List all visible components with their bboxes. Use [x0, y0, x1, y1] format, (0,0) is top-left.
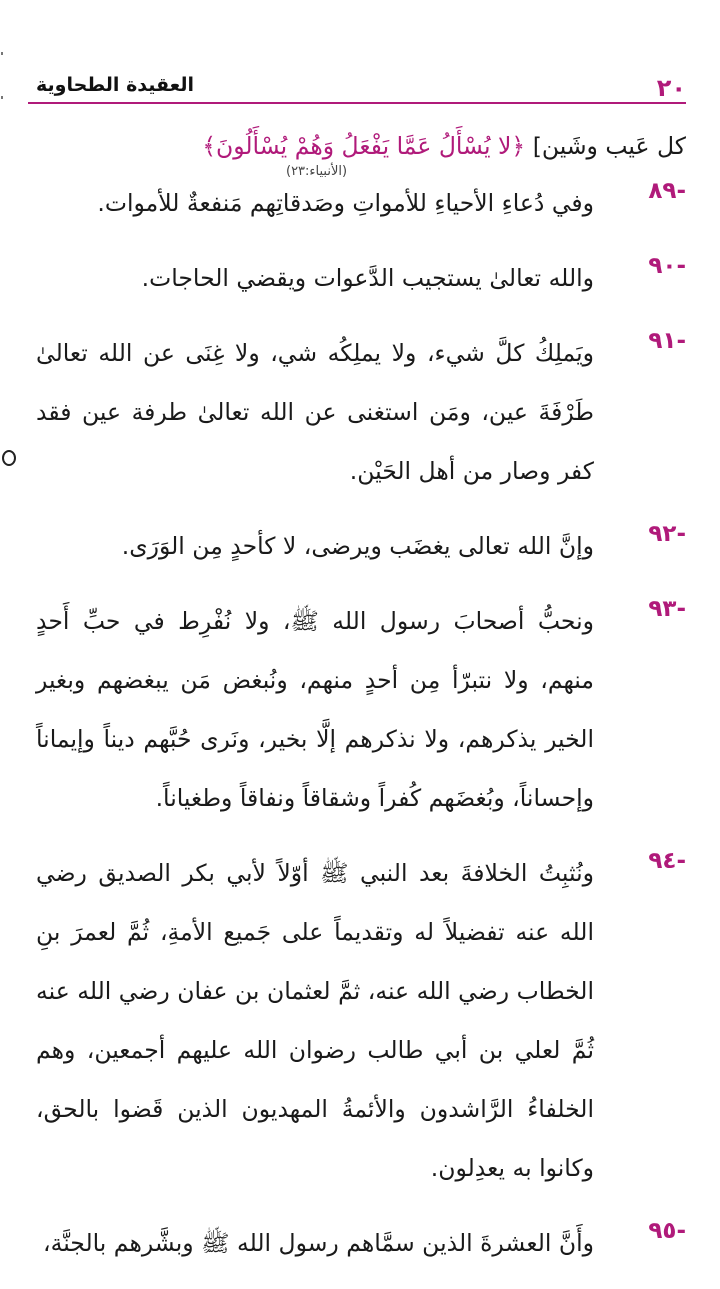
- paragraph-text: والله تعالىٰ يستجيب الدَّعوات ويقضي الحاجات.: [141, 264, 594, 292]
- paragraph-89: [36, 164, 686, 233]
- paragraph-text: وإنَّ الله تعالى يغضَب ويرضى، لا كأحدٍ مِن الوَرَى.: [121, 532, 594, 560]
- paragraph-number: -٩١: [648, 328, 686, 354]
- header-rule: [28, 102, 686, 104]
- page-number: ٢٠: [656, 74, 686, 102]
- book-title: العقيدة الطحاوية: [36, 74, 195, 96]
- paragraph-text: ويَملِكُ كلَّ شيء، ولا يملِكُه شي، ولا غِنَى عن الله تعالىٰ طَرْفَةَ عين، ومَن استغنى عن الله تعالىٰ طرفة عين فقد كفر وصار من أهل الحَيْن.: [36, 339, 594, 485]
- paragraph-number: -٩٢: [648, 521, 686, 547]
- paragraph-text: ونُثبِتُ الخلافةَ بعد النبي ﷺ أوّلاً لأبي بكر الصديق رضي الله عنه تفضيلاً له وتقديماً على جَميع الأمةِ، ثُمَّ لعمرَ بنِ الخطاب رضي الله عنه، ثمَّ لعثمان بن عفان رضي الله عنه ثُمَّ لعلي بن أبي طالب رضوان الله عليهم أجمعين، وهم الخلفاءُ الرَّاشدون والأئمةُ المهديون الذين قَضوا بالحق، وكانوا به يعدِلون.: [36, 859, 594, 1182]
- paragraph-95: [36, 1214, 686, 1273]
- paragraph-number: -٩٠: [648, 253, 686, 279]
- intro-text: كل عَيب وشَين]: [532, 132, 686, 160]
- paragraph-91: [36, 324, 686, 501]
- paragraph-number: -٩٤: [648, 848, 686, 874]
- paragraph-93: [36, 592, 686, 828]
- paragraph-text: ونحبُّ أصحابَ رسول الله ﷺ، ولا نُفْرِط في حبِّ أَحدٍ منهم، ولا نتبرّأ مِن أحدٍ منهم، ونُبغض مَن يبغضهم وبغير الخير يذكرهم، ولا نذكرهم إلَّا بخير، ونَرى حُبَّهم ديناً وإيماناً وإحساناً، وبُغضَهم كُفراً وشقاقاً ونفاقاً وطغياناً.: [36, 607, 594, 812]
- paragraph-text: وأَنَّ العشرةَ الذين سمَّاهم رسول الله ﷺ وبشَّرهم بالجنَّة،: [43, 1229, 594, 1257]
- verse-reference: (الأنبياء:٢٣): [286, 164, 348, 179]
- page-body: [36, 122, 686, 1289]
- edge-mark: [1, 52, 3, 55]
- paragraph-text: وفي دُعاءِ الأحياءِ للأمواتِ وصَدقاتِهم مَنفعةٌ للأموات.: [97, 189, 594, 217]
- quran-verse: ﴿لا يُسْأَلُ عَمَّا يَفْعَلُ وَهُمْ يُسْأَلُونَ﴾: [202, 132, 526, 160]
- paragraph-number: -٩٣: [648, 596, 686, 622]
- paragraph-number: -٨٩: [648, 178, 686, 204]
- page-header: [28, 68, 686, 104]
- paragraph-90: [36, 249, 686, 308]
- intro-line: [36, 122, 686, 170]
- paragraph-number: -٩٥: [648, 1218, 686, 1244]
- paragraph-92: [36, 517, 686, 576]
- margin-mark: [2, 450, 16, 466]
- edge-mark: [1, 96, 3, 99]
